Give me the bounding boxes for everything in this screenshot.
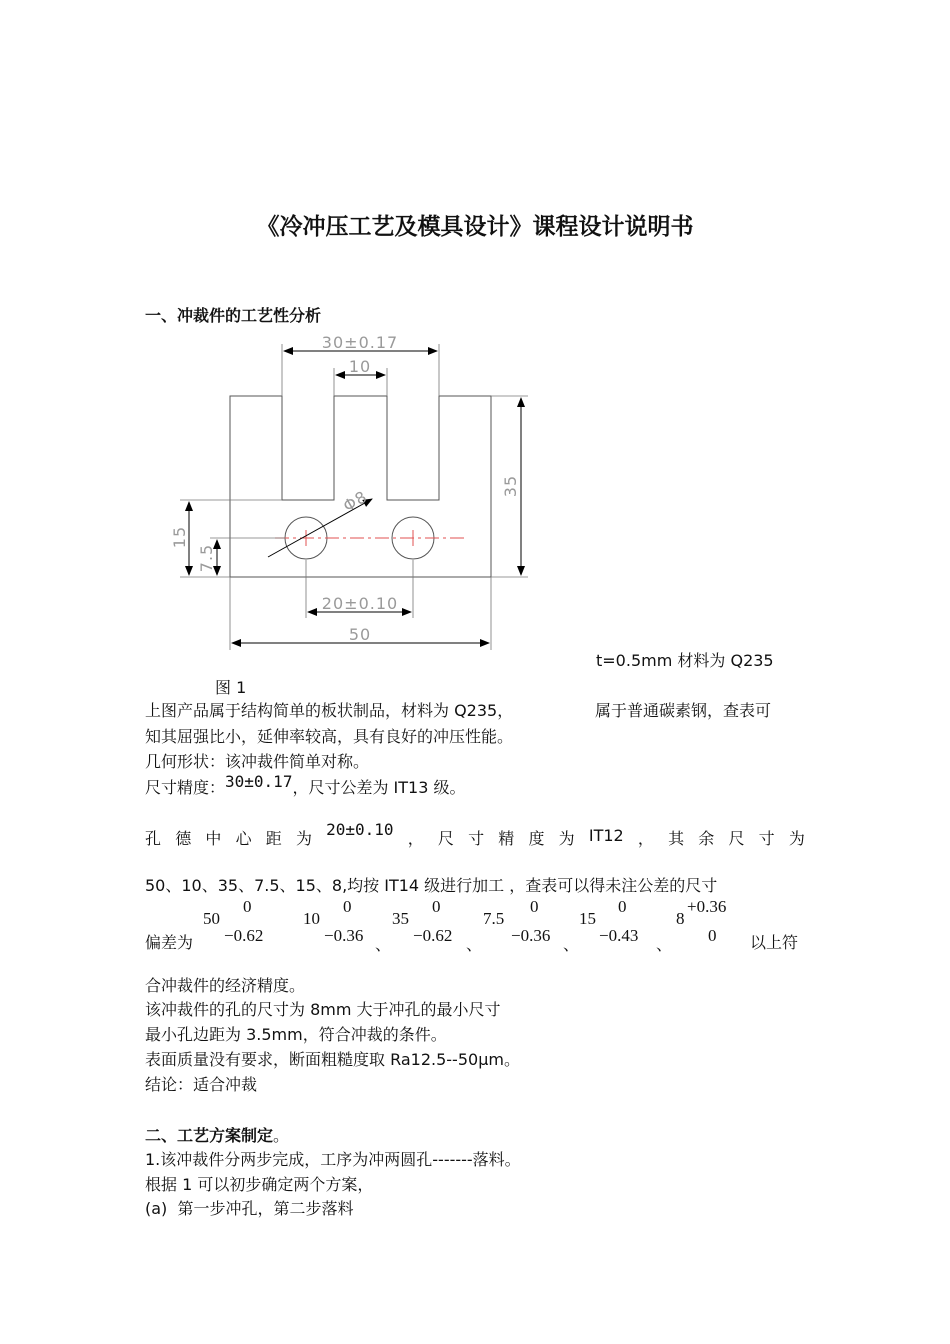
dim-label-15: 15 bbox=[170, 525, 189, 549]
hole-line-char: 度 bbox=[528, 829, 545, 848]
hole-distance-line bbox=[145, 820, 805, 849]
hole-line-char: 精 bbox=[498, 829, 515, 848]
hole-line-char: 余 bbox=[698, 829, 715, 848]
material-note: t=0.5mm 材料为 Q235 bbox=[596, 651, 774, 670]
dim-label-35: 35 bbox=[501, 474, 520, 498]
hole-center-value: 20±0.10 bbox=[326, 820, 394, 839]
deviation-tail: 以上符 bbox=[750, 933, 799, 952]
para1-line1b: 属于普通碳素钢，查表可 bbox=[595, 701, 772, 720]
deviation-base: 10 bbox=[303, 909, 320, 928]
deviation-base: 15 bbox=[579, 909, 596, 928]
section1-heading: 一、冲裁件的工艺性分析 bbox=[145, 306, 322, 325]
hole-line-char: 其 bbox=[668, 829, 685, 848]
text-line: 1.该冲裁件分两步完成，工序为冲两圆孔-------落料。 bbox=[145, 1150, 521, 1169]
dim-label-20: 20±0.10 bbox=[321, 594, 399, 613]
rest-dimensions-line: 50、10、35、7.5、15、8,均按 IT14 级进行加工 ，查表可以得未注公差的尺寸 bbox=[145, 876, 718, 895]
text-line: 结论：适合冲裁 bbox=[145, 1075, 258, 1094]
hole-line-char: 寸 bbox=[468, 829, 485, 848]
text-line: 该冲裁件的孔的尺寸为 8mm 大于冲孔的最小尺寸 bbox=[145, 1000, 501, 1019]
precision-label: 尺寸精度： bbox=[145, 778, 226, 797]
deviation-lower: −0.62 bbox=[224, 926, 264, 945]
para1-line1a: 上图产品属于结构简单的板状制品，材料为 Q235， bbox=[145, 701, 514, 720]
page-title: 《冷冲压工艺及模具设计》课程设计说明书 bbox=[256, 214, 694, 240]
hole-line-char: 距 bbox=[265, 829, 282, 848]
precision-value: 30±0.17 bbox=[225, 772, 293, 791]
figure-caption: 图 1 bbox=[215, 678, 247, 697]
hole-line-char: 德 bbox=[175, 829, 192, 848]
hole-line-comma: ， bbox=[637, 829, 654, 848]
deviation-upper: 0 bbox=[243, 897, 252, 916]
deviation-base: 35 bbox=[392, 909, 409, 928]
para1-line2: 知其屈强比小，延伸率较高，具有良好的冲压性能。 bbox=[145, 727, 514, 746]
deviation-upper: 0 bbox=[530, 897, 539, 916]
deviation-upper: +0.36 bbox=[687, 897, 727, 916]
hole-line-char: 孔 bbox=[145, 829, 162, 848]
hole-line-char: 为 bbox=[558, 829, 575, 848]
text-line: 最小孔边距为 3.5mm，符合冲裁的条件。 bbox=[145, 1025, 447, 1044]
deviation-label: 偏差为 bbox=[145, 933, 194, 952]
deviation-upper: 0 bbox=[618, 897, 627, 916]
dim-label-50: 50 bbox=[348, 625, 372, 644]
deviation-base: 50 bbox=[203, 909, 220, 928]
hole-line-char: 心 bbox=[235, 829, 252, 848]
text-line: 表面质量没有要求，断面粗糙度取 Ra12.5--50μm。 bbox=[145, 1050, 520, 1069]
deviation-sep: 、 bbox=[375, 935, 392, 954]
deviation-lower: −0.62 bbox=[413, 926, 453, 945]
dim-label-10: 10 bbox=[348, 357, 372, 376]
hole-line-char: 为 bbox=[295, 829, 312, 848]
deviation-base: 8 bbox=[676, 909, 685, 928]
deviation-sep: 、 bbox=[656, 935, 673, 954]
shape-line: 几何形状：该冲裁件简单对称。 bbox=[145, 752, 370, 771]
dim-label-30: 30±0.17 bbox=[321, 333, 399, 352]
text-line: 根据 1 可以初步确定两个方案， bbox=[145, 1175, 374, 1194]
precision-rest: ，尺寸公差为 IT13 级。 bbox=[292, 778, 466, 797]
precision-line bbox=[145, 772, 466, 800]
text-line: (a) 第一步冲孔，第二步落料 bbox=[145, 1199, 354, 1218]
deviation-lower: −0.43 bbox=[599, 926, 639, 945]
deviation-upper: 0 bbox=[432, 897, 441, 916]
hole-line-grade: IT12 bbox=[588, 826, 624, 845]
deviation-lower: 0 bbox=[708, 926, 717, 945]
section2-heading bbox=[145, 1124, 289, 1148]
hole-line-char: 尺 bbox=[437, 829, 454, 848]
deviation-upper: 0 bbox=[343, 897, 352, 916]
text-line: 合冲裁件的经济精度。 bbox=[145, 976, 306, 995]
deviation-sep: 、 bbox=[466, 935, 483, 954]
deviation-sep: 、 bbox=[563, 935, 580, 954]
dim-label-7-5: 7.5 bbox=[197, 543, 216, 573]
hole-line-char: 寸 bbox=[758, 829, 775, 848]
deviation-base: 7.5 bbox=[483, 909, 505, 928]
dim-label-phi8: Φ8 bbox=[339, 486, 371, 516]
deviation-lower: −0.36 bbox=[511, 926, 551, 945]
hole-line-char: 尺 bbox=[728, 829, 745, 848]
hole-line-comma: ， bbox=[407, 829, 424, 848]
hole-line-char: 中 bbox=[205, 829, 222, 848]
section2-heading-tail: 。 bbox=[273, 1126, 290, 1145]
hole-line-char: 为 bbox=[788, 829, 805, 848]
deviation-lower: −0.36 bbox=[324, 926, 364, 945]
section2-heading-text: 二、工艺方案制定 bbox=[145, 1126, 274, 1145]
